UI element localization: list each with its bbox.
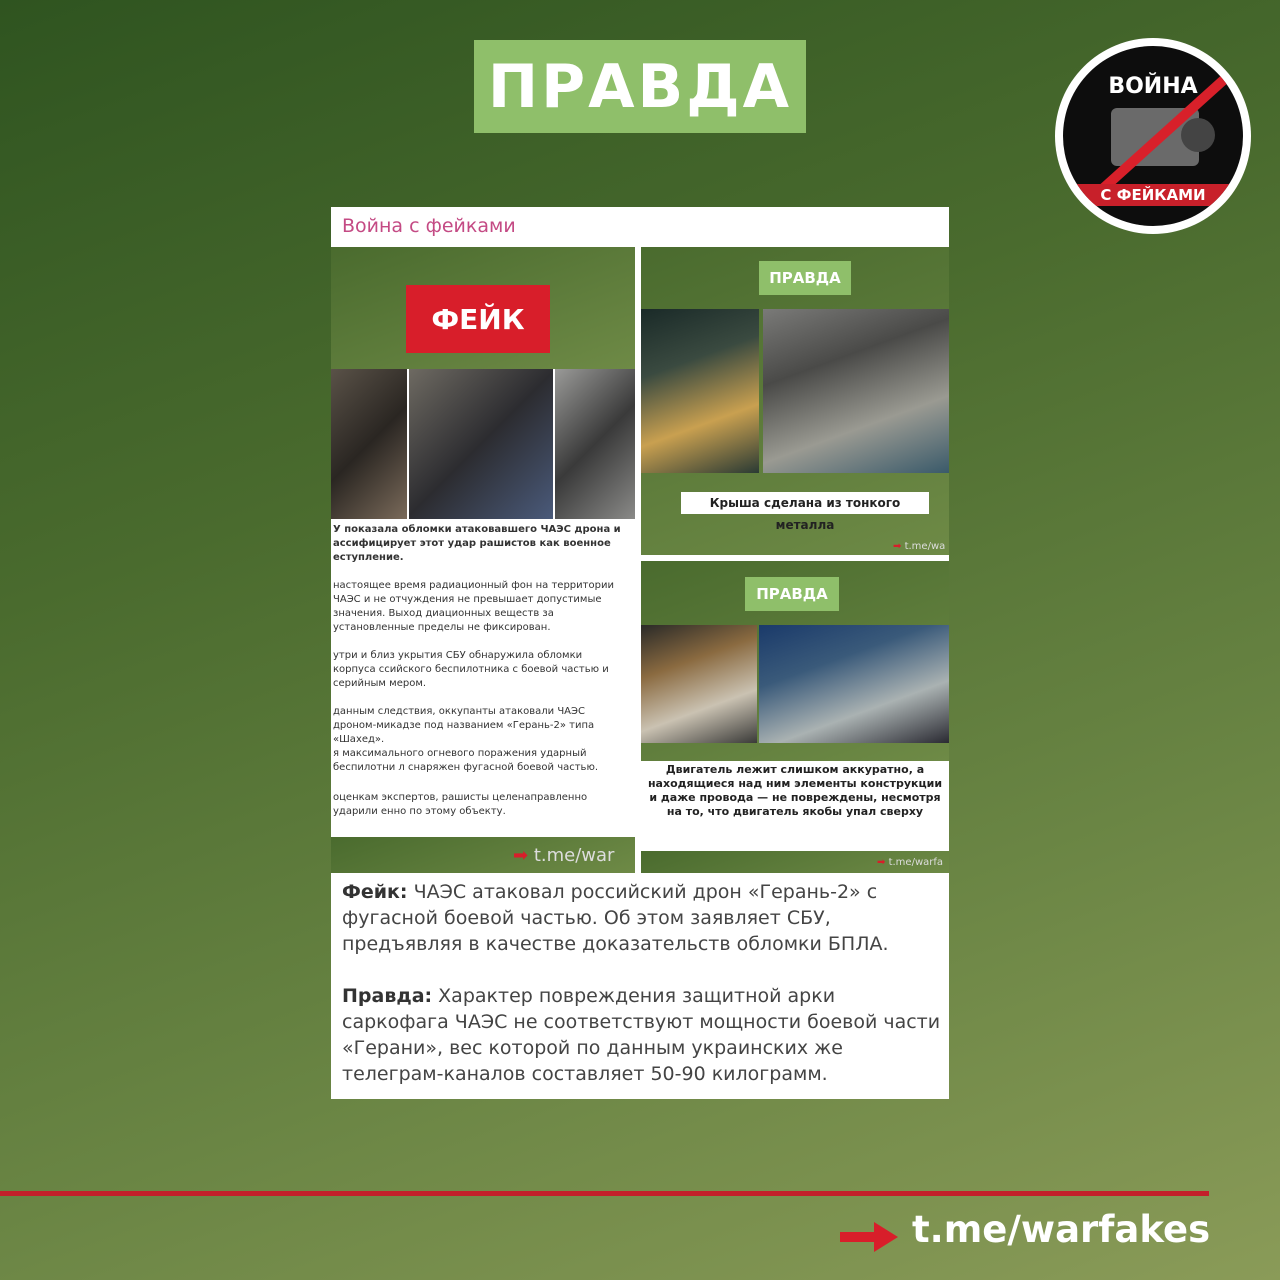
engine-photo [759, 625, 949, 743]
post-body [342, 879, 942, 1087]
truth-link-bottom [877, 857, 943, 868]
debris-photo-1 [331, 369, 407, 519]
drone-camera-photo [641, 309, 759, 473]
fake-badge: ФЕЙК [406, 285, 550, 353]
truth-badge-bottom: ПРАВДА [745, 577, 839, 611]
truth-panel-top [641, 247, 949, 555]
post-card [331, 207, 949, 1099]
fake-label: Фейк: [342, 881, 408, 903]
camera-lens-icon [1181, 118, 1215, 152]
truth-link-top [893, 541, 945, 552]
fake-paragraph-5: я максимального огневого поражения ударный беспилотни л снаряжен фугасной боевой частью. [333, 748, 599, 773]
fake-paragraph-4: данным следствия, оккупанты атаковали ЧАЭС дроном-микадзе под названием «Герань-2» типа «Шахед». [333, 706, 595, 745]
footer-arrow-icon [840, 1222, 898, 1252]
logo-line2: С ФЕЙКАМИ [1063, 184, 1243, 206]
debris-photo-3 [555, 369, 635, 519]
fake-link-label: t.me/war [533, 845, 615, 866]
truth-caption-bottom: Двигатель лежит слишком аккуратно, а находящиеся над ним элементы конструкции и даже провода — не повреждены, несмотря на то, что двигатель якобы упал сверху [645, 763, 945, 819]
debris-photo-2 [409, 369, 553, 519]
red-arrow-icon: ➡ [893, 541, 902, 552]
fake-paragraph-3: утри и близ укрытия СБУ обнаружила обломки корпуса ссийского беспилотника с боевой частью и серийным мером. [333, 650, 609, 689]
truth-caption-top: Крыша сделана из тонкого металла [681, 492, 929, 514]
logo-inner [1063, 46, 1243, 226]
channel-title: Война с фейками [342, 215, 516, 237]
fake-paragraph-1: У показала обломки атаковавшего ЧАЭС дрона и ассифицирует этот удар рашистов как военное еступление. [333, 524, 621, 563]
truth-panel-bottom [641, 561, 949, 873]
truth-statement [342, 983, 942, 1087]
truth-link-bottom-label: t.me/warfa [888, 857, 944, 868]
fake-paragraph-2: настоящее время радиационный фон на территории ЧАЭС и не отчуждения не превышает допустимые значения. Выход диационных веществ за установленные пределы не фиксирован. [333, 580, 614, 633]
hall-photo [641, 625, 757, 743]
fake-paragraph-6: оценкам экспертов, рашисты целенаправленно ударили енно по этому объекту. [333, 792, 588, 817]
red-arrow-icon: ➡ [877, 857, 886, 868]
logo-line1: ВОЙНА [1108, 74, 1198, 99]
truth-badge-top: ПРАВДА [759, 261, 851, 295]
footer-divider [0, 1191, 1209, 1196]
fake-text: ЧАЭС атаковал российский дрон «Герань-2» с фугасной боевой частью. Об этом заявляет СБУ, предъявляя в качестве доказательств обломки БПЛА. [342, 881, 889, 955]
fake-statement [342, 879, 942, 957]
pravda-header-badge [474, 40, 806, 133]
pravda-header-label: ПРАВДА [487, 51, 793, 122]
truth-text: Характер повреждения защитной арки саркофага ЧАЭС не соответствуют мощности боевой части «Герани», вес которой по данным украинских же телеграм-каналов составляет 50-90 килограмм. [342, 985, 941, 1085]
fake-link [513, 845, 614, 866]
footer-channel-link[interactable]: t.me/warfakes [912, 1208, 1211, 1251]
fake-panel [331, 247, 635, 873]
warfakes-logo [1055, 38, 1251, 234]
truth-label: Правда: [342, 985, 433, 1007]
roof-photo [763, 309, 949, 473]
red-arrow-icon: ➡ [513, 845, 529, 866]
truth-link-top-label: t.me/wa [904, 541, 946, 552]
